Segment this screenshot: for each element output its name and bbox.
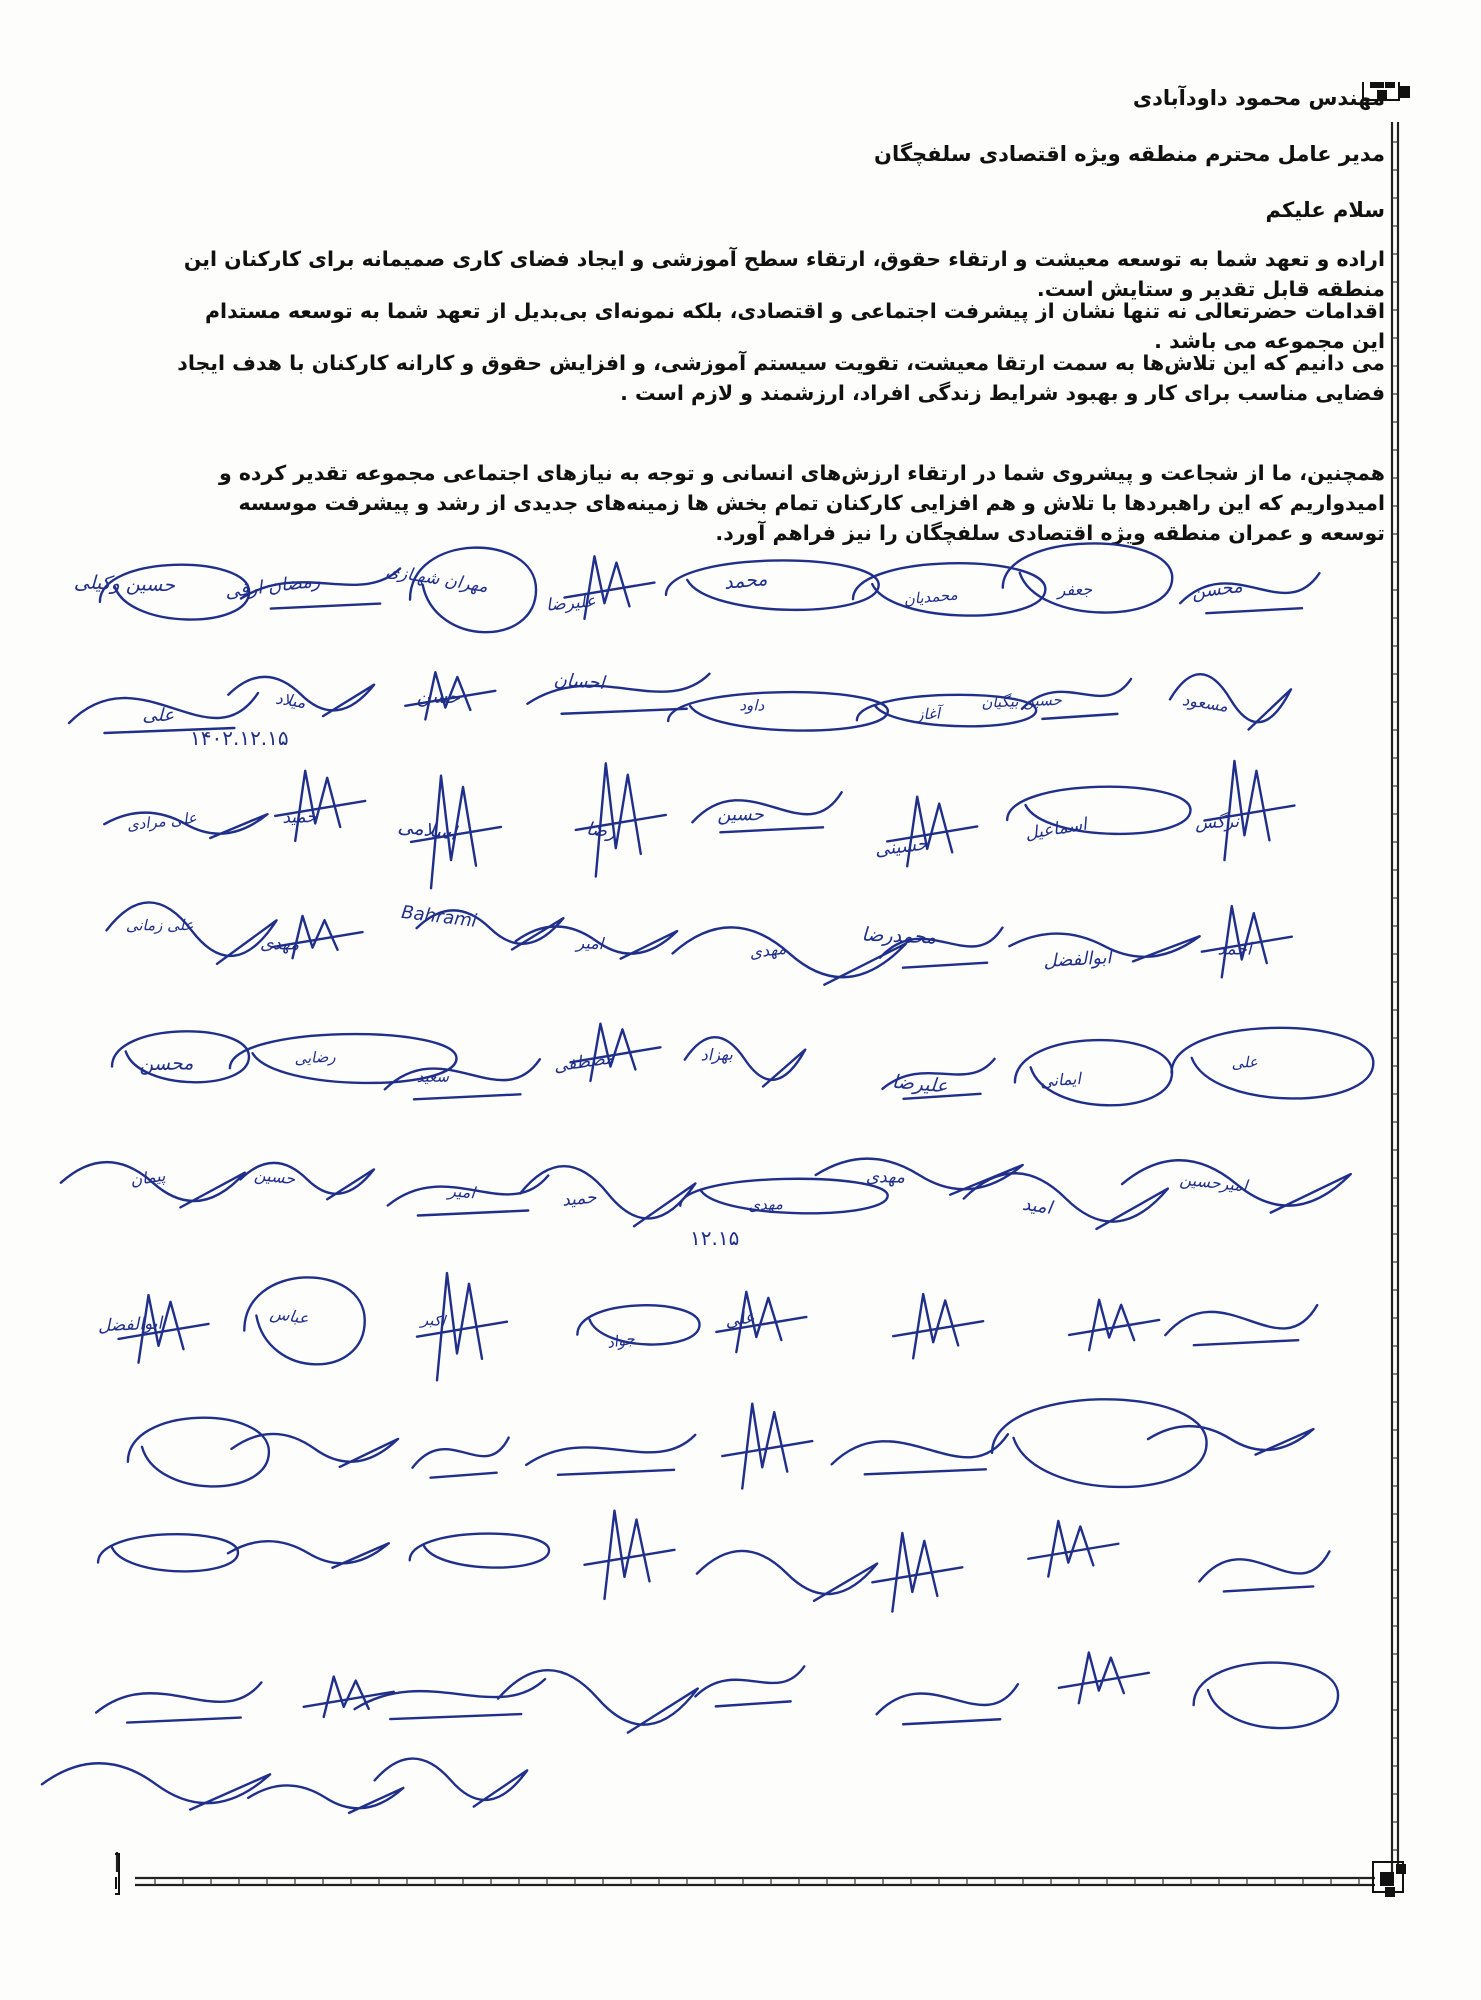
signature-name: حسین [717, 804, 764, 826]
signature-stroke [42, 1763, 270, 1809]
signature-name: امید [1020, 1193, 1054, 1219]
signature-name: حسن [416, 685, 461, 709]
signature-name: میلاد [274, 688, 308, 713]
signature-stroke [520, 1166, 695, 1226]
signature-name: Bahrami [400, 901, 478, 932]
signature-stroke [872, 1533, 962, 1612]
signature-stroke [498, 1670, 698, 1732]
signature-stroke [526, 1435, 695, 1475]
signature-stroke [692, 792, 841, 832]
signature-name: اسلامی [396, 815, 458, 845]
signature-date: ۱۴۰۲.۱۲.۱۵ [190, 726, 289, 750]
signature-name: مهدی [748, 938, 788, 963]
signature-name: محمدیان [902, 585, 959, 609]
signature-name: احمد [1217, 939, 1252, 960]
signature-stroke [697, 1551, 877, 1601]
signature-name: ابوالفضل [1042, 947, 1113, 973]
signature-stroke [355, 1679, 545, 1719]
paragraph-1: اراده و تعهد شما به توسعه معیشت و ارتقاء حقوق، ارتقاء سطح آموزشی و ایجاد فضای کاری صمیمانه برای کارکنان این منطقه قابل تقدیر و ستایش است. [183, 247, 1385, 301]
signature-stroke [1172, 1028, 1374, 1099]
signature-stroke [666, 560, 879, 609]
signature-stroke [992, 1399, 1206, 1487]
signature-name: امیر [447, 1180, 476, 1203]
signature-name: حسین [253, 1164, 297, 1189]
signature-name: حمید [282, 806, 317, 828]
signature-name: رضایی [293, 1047, 336, 1068]
signature-stroke [98, 1534, 238, 1571]
signature-name: پیمان [128, 1165, 167, 1190]
signature-name: امیرحسین [1178, 1169, 1249, 1196]
signature-stroke [816, 1159, 1023, 1195]
signature-name: رضا [585, 818, 617, 843]
signature-name: اکبر [420, 1310, 447, 1331]
signature-stroke [1028, 1521, 1118, 1577]
signature-name: مصطفی [552, 1048, 616, 1077]
paragraph-2: اقدامات حضرتعالی نه تنها نشان از پیشرفت اجتماعی و اقتصادی، بلکه نمونه‌ای بی‌بدیل از تعهد شما به توسعه مستدام این مجموعه می باشد . [205, 299, 1385, 353]
signature-name: سعید [416, 1067, 449, 1086]
signature-stroke [1059, 1653, 1149, 1704]
signature-name: داود [739, 696, 765, 715]
signature-name: حسین وکیلی [73, 571, 176, 597]
signature-name: علیرضا [545, 591, 597, 616]
signature-name: علی مرادی [125, 808, 198, 835]
signature-name: رمضان ارقی [223, 570, 322, 603]
signature-name: احسان [553, 669, 606, 694]
signature-stroke [1199, 1551, 1329, 1591]
recipient-name: مهندس محمود داودآبادی [1132, 86, 1385, 110]
signature-name: عباس [268, 1303, 311, 1329]
signature-name: بهزاد [700, 1044, 734, 1065]
signature-name: محسن [1190, 575, 1244, 604]
signature-stroke [577, 1305, 699, 1344]
signature-name: اسماعیل [1023, 814, 1089, 845]
signature-name: مسعود [1181, 690, 1230, 716]
signature-date: ۱۲.۱۵ [690, 1226, 740, 1250]
paragraph-4: همچنین، ما از شجاعت و پیشروی شما در ارتقاء ارزش‌های انسانی و توجه به نیازهای اجتماعی مجموعه تقدیر کرده و امیدواریم که این راهبردها با تلاش و هم افزایی کارکنان تمام بخش ها زمینه‌های جدیدی از رشد و پیشرفت موسسه توسعه و عمران منطقه ویژه اقتصادی سلفچگان را نیز فراهم آورد. [218, 461, 1385, 545]
signature-stroke [228, 1541, 389, 1568]
greeting: سلام علیکم [1265, 198, 1385, 222]
signature-stroke [410, 1534, 549, 1568]
signature-name: جواد [605, 1329, 636, 1352]
signature-name: محسن [139, 1052, 194, 1076]
signature-name: مهدی [865, 1167, 906, 1188]
signature-stroke [128, 1418, 269, 1487]
signature-stroke [893, 1294, 983, 1358]
signature-name: حمید [561, 1187, 598, 1211]
signature-stroke [680, 1179, 887, 1214]
signature-name: جعفر [1057, 579, 1093, 600]
signature-stroke [275, 771, 365, 841]
signature-name: علی زمانی [125, 916, 194, 935]
signature-stroke [232, 1434, 399, 1467]
signature-stroke [1165, 1305, 1317, 1345]
signature-stroke [1148, 1426, 1313, 1455]
paragraph-3: می دانیم که این تلاش‌ها به سمت ارتقا معیشت، تقویت سیستم آموزشی، و افزایش حقوق و کارانه کارکنان با هدف ایجاد فضایی مناسب برای کار و بهبود شرایط زندگی افراد، ارزشمند و لازم است . [177, 351, 1385, 405]
signature-name: علی [1230, 1052, 1259, 1073]
signature-name: محمدرضا [861, 923, 937, 949]
recipient-title: مدیر عامل محترم منطقه ویژه اقتصادی سلفچگان [874, 142, 1385, 166]
signature-stroke [412, 1438, 508, 1478]
signature-name: حسینی [873, 833, 929, 861]
signature-name: علی [142, 704, 175, 727]
signature-name: آغاز [915, 704, 941, 724]
signature-name: محمد [723, 567, 769, 594]
signature-stroke [877, 1684, 1018, 1724]
signature-name: ابوالفضل [97, 1313, 163, 1337]
signature-stroke [375, 1759, 528, 1807]
signature-stroke [668, 692, 888, 730]
signature-name: علی [723, 1307, 757, 1332]
signature-stroke [722, 1404, 812, 1489]
signature-stroke [584, 1511, 674, 1599]
signature-stroke [1194, 1663, 1338, 1728]
signature-name: حسین بیگیان [981, 690, 1063, 712]
signature-name: ایمانی [1039, 1068, 1082, 1091]
signature-stroke [385, 1059, 540, 1099]
signature-name: مهران شهبازی [384, 561, 490, 598]
signature-stroke [96, 1683, 261, 1723]
signature-stroke [1003, 543, 1172, 612]
signature-stroke [832, 1434, 1008, 1474]
signature-stroke [1204, 761, 1294, 860]
signature-name: علیرضا [891, 1070, 949, 1098]
signature-stroke [248, 1785, 403, 1812]
signature-stroke [695, 1666, 804, 1706]
signature-name: امیر [576, 933, 604, 954]
signature-name: نرگس [1194, 811, 1240, 834]
signature-name: مهدی [259, 933, 300, 955]
signature-name: مهدی [748, 1194, 784, 1215]
signature-stroke [1069, 1300, 1159, 1350]
